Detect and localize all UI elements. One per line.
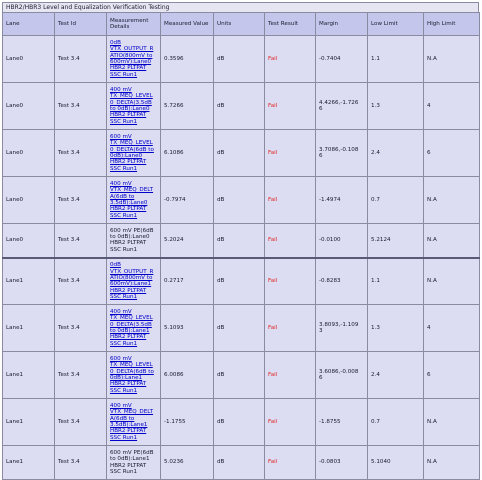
table-row [3, 446, 480, 480]
measurement-details-cell [107, 258, 161, 305]
units-cell: dB [214, 224, 265, 258]
low-limit-cell: 0.7 [368, 177, 424, 224]
details-line: VTX_OUTPUT_R [110, 268, 154, 275]
details-line: TX_MEQ_LEVEL [110, 315, 153, 322]
units-cell: dB [214, 130, 265, 177]
details-line: VTX_MEQ_DELT [110, 409, 154, 416]
measurement-details-cell [107, 305, 161, 352]
margin-line: 4.4266,-1.726 [319, 99, 359, 106]
high-limit-cell: 4 [424, 305, 480, 352]
low-limit-cell: 2.4 [368, 352, 424, 399]
details-line: A(6dB to [110, 193, 135, 200]
margin-line: -1.8755 [319, 418, 341, 425]
test-id-cell: Test 3.4 [55, 352, 107, 399]
details-line: 0_DELTA(6dB to [110, 368, 154, 375]
high-limit-cell: N.A [424, 258, 480, 305]
high-limit-cell: 6 [424, 352, 480, 399]
details-line: 600mV):Lane1 [110, 281, 152, 288]
units-cell: dB [214, 36, 265, 83]
details-line: SSC Run1 [110, 468, 138, 475]
units-cell: dB [214, 177, 265, 224]
high-limit-cell: N.A [424, 224, 480, 258]
margin-line: 3 [319, 328, 323, 334]
margin-cell [316, 446, 368, 480]
details-line: 600 mV [110, 134, 132, 141]
lane-cell: Lane1 [3, 399, 55, 446]
measurement-details-text [110, 450, 154, 475]
table-row [3, 224, 480, 258]
results-panel [2, 2, 479, 480]
details-line: to 0dB):Lane1 [110, 328, 150, 334]
details-line: HBR2 PLTPAT [110, 65, 147, 72]
high-limit-cell: N.A [424, 399, 480, 446]
details-line: 3.5dB):Lane0 [110, 200, 148, 206]
margin-line: 3.6086,-0.008 [319, 368, 359, 375]
units-cell: dB [214, 352, 265, 399]
low-limit-cell: 2.4 [368, 130, 424, 177]
measured-value-cell: 5.2024 [161, 224, 214, 258]
margin-cell [316, 352, 368, 399]
high-limit-cell: N.A [424, 446, 480, 480]
details-line: 0dB [110, 262, 121, 269]
table-row [3, 352, 480, 399]
table-row [3, 305, 480, 352]
margin-line: 6 [319, 375, 323, 381]
margin-line: -0.0803 [319, 459, 341, 466]
measurement-details-link[interactable] [110, 403, 153, 440]
details-line: TX_MEQ_LEVEL [110, 93, 153, 100]
measured-value-cell: 0.3596 [161, 36, 214, 83]
high-limit-cell: N.A [424, 36, 480, 83]
high-limit-cell: 6 [424, 130, 480, 177]
details-line: SSC Run1 [110, 246, 138, 253]
lane-cell: Lane1 [3, 258, 55, 305]
measurement-details-cell [107, 352, 161, 399]
low-limit-cell: 1.3 [368, 83, 424, 130]
test-result-cell: Fail [265, 258, 316, 305]
test-result-cell: Fail [265, 177, 316, 224]
measurement-details-cell [107, 130, 161, 177]
column-header-units[interactable]: Units [214, 13, 265, 36]
column-header-low-limit[interactable]: Low Limit [368, 13, 424, 36]
lane-cell: Lane0 [3, 130, 55, 177]
details-line: 400 mV [110, 309, 132, 316]
details-line: HBR2 PLTPAT [110, 462, 147, 469]
details-line: 0dB [110, 40, 121, 47]
details-line: A(6dB to [110, 415, 135, 422]
measurement-details-text [110, 228, 154, 253]
margin-line: -0.8283 [319, 278, 341, 285]
margin-cell [316, 305, 368, 352]
high-limit-cell: 4 [424, 83, 480, 130]
details-line: to 0dB):Lane0 [110, 106, 150, 112]
details-line: SSC Run1 [110, 340, 138, 347]
details-line: VTX_OUTPUT_R [110, 46, 154, 53]
column-header-margin[interactable]: Margin [316, 13, 368, 36]
details-line: 0_DELTA(6dB to [110, 146, 154, 153]
details-line: TX_MEQ_LEVEL [110, 140, 153, 147]
column-header-high-limit[interactable]: High Limit [424, 13, 480, 36]
test-result-cell: Fail [265, 446, 316, 480]
column-header-lane[interactable]: Lane [3, 13, 55, 36]
details-line: 400 mV [110, 181, 132, 188]
measurement-details-link[interactable] [110, 87, 153, 124]
details-line: 3.5dB):Lane1 [110, 422, 148, 428]
margin-line: 3.8093,-1.109 [319, 321, 359, 328]
measurement-details-link[interactable] [110, 40, 153, 77]
measurement-details-link[interactable] [110, 309, 153, 346]
column-header-measured-value[interactable]: Measured Value [161, 13, 214, 36]
low-limit-cell: 1.1 [368, 36, 424, 83]
details-line: to 0dB):Lane0 [110, 233, 150, 240]
details-line: TX_MEQ_LEVEL [110, 362, 153, 369]
details-line: 600 mV PE(6dB [110, 449, 154, 456]
low-limit-cell: 5.2124 [368, 224, 424, 258]
low-limit-cell: 5.1040 [368, 446, 424, 480]
test-id-cell: Test 3.4 [55, 83, 107, 130]
low-limit-cell: 0.7 [368, 399, 424, 446]
measured-value-cell: 6.0086 [161, 352, 214, 399]
margin-cell [316, 83, 368, 130]
details-line: HBR2 PLTPAT [110, 287, 147, 294]
measured-value-cell: 5.1093 [161, 305, 214, 352]
units-cell: dB [214, 305, 265, 352]
column-header-test-id[interactable]: Test Id [55, 13, 107, 36]
details-line: 400 mV [110, 403, 132, 410]
measured-value-cell: 5.7266 [161, 83, 214, 130]
low-limit-cell: 1.1 [368, 258, 424, 305]
lane-cell: Lane1 [3, 305, 55, 352]
details-line: SSC Run1 [110, 387, 138, 394]
test-id-cell: Test 3.4 [55, 130, 107, 177]
test-result-cell: Fail [265, 36, 316, 83]
table-row [3, 130, 480, 177]
test-id-cell: Test 3.4 [55, 224, 107, 258]
lane-cell: Lane0 [3, 36, 55, 83]
margin-cell [316, 399, 368, 446]
details-line: 600 mV [110, 356, 132, 363]
details-line: 0dB):Lane1 [110, 375, 143, 381]
margin-line: -1.4974 [319, 196, 341, 203]
details-line: 600 mV PE(6dB [110, 227, 154, 234]
column-header-test-result[interactable]: Test Result [265, 13, 316, 36]
test-id-cell: Test 3.4 [55, 305, 107, 352]
measured-value-cell: -1.1755 [161, 399, 214, 446]
units-cell: dB [214, 399, 265, 446]
measured-value-cell: 5.0236 [161, 446, 214, 480]
test-id-cell: Test 3.4 [55, 399, 107, 446]
details-line: SSC Run1 [110, 212, 138, 219]
details-line: 600mV):Lane0 [110, 59, 152, 65]
measured-value-cell: 6.1086 [161, 130, 214, 177]
details-line: SSC Run1 [110, 118, 138, 125]
measurement-details-cell [107, 83, 161, 130]
units-cell: dB [214, 446, 265, 480]
units-cell: dB [214, 258, 265, 305]
lane-cell: Lane0 [3, 177, 55, 224]
measured-value-cell: -0.7974 [161, 177, 214, 224]
measurement-details-link[interactable] [110, 262, 153, 299]
details-line: HBR2 PLTPAT [110, 206, 147, 213]
table-row [3, 177, 480, 224]
margin-line: 6 [319, 106, 323, 112]
lane-cell: Lane0 [3, 83, 55, 130]
details-line: HBR2 PLTPAT [110, 428, 147, 435]
details-line: HBR2 PLTPAT [110, 240, 147, 247]
units-cell: dB [214, 83, 265, 130]
details-line: HBR2 PLTPAT [110, 334, 147, 341]
margin-cell [316, 224, 368, 258]
table-title: HBR2/HBR3 Level and Equalization Verification Testing [2, 2, 479, 12]
margin-line: 3.7086,-0.108 [319, 146, 359, 153]
column-header-measurement-details[interactable]: Measurement Details [107, 13, 161, 36]
margin-cell [316, 36, 368, 83]
details-line: HBR2 PLTPAT [110, 112, 147, 119]
low-limit-cell: 1.3 [368, 305, 424, 352]
margin-cell [316, 130, 368, 177]
lane-cell: Lane1 [3, 352, 55, 399]
measurement-details-link[interactable] [110, 134, 154, 171]
measurement-details-link[interactable] [110, 181, 153, 218]
lane-cell: Lane0 [3, 224, 55, 258]
measured-value-cell: 0.2717 [161, 258, 214, 305]
header-row [3, 13, 480, 36]
details-line: SSC Run1 [110, 71, 138, 78]
measurement-details-cell [107, 224, 161, 258]
margin-line: -0.7404 [319, 55, 341, 62]
test-result-cell: Fail [265, 399, 316, 446]
test-id-cell: Test 3.4 [55, 177, 107, 224]
measurement-details-cell [107, 446, 161, 480]
details-line: 0_DELTA(3.5dB [110, 321, 152, 328]
measurement-details-link[interactable] [110, 356, 154, 393]
details-line: 400 mV [110, 87, 132, 94]
details-line: HBR2 PLTPAT [110, 159, 147, 166]
details-line: HBR2 PLTPAT [110, 381, 147, 388]
measurement-details-cell [107, 177, 161, 224]
details-line: ATIO(800mV to [110, 52, 153, 59]
margin-line: -0.0100 [319, 237, 341, 244]
high-limit-cell: N.A [424, 177, 480, 224]
measurement-details-cell [107, 36, 161, 83]
measurement-details-cell [107, 399, 161, 446]
table-row [3, 83, 480, 130]
margin-cell [316, 258, 368, 305]
test-result-cell: Fail [265, 224, 316, 258]
table-row [3, 36, 480, 83]
test-result-cell: Fail [265, 305, 316, 352]
margin-cell [316, 177, 368, 224]
test-id-cell: Test 3.4 [55, 258, 107, 305]
lane-cell: Lane1 [3, 446, 55, 480]
details-line: SSC Run1 [110, 434, 138, 441]
test-result-cell: Fail [265, 352, 316, 399]
test-result-cell: Fail [265, 130, 316, 177]
results-table [2, 12, 480, 480]
details-line: SSC Run1 [110, 165, 138, 172]
details-line: VTX_MEQ_DELT [110, 187, 154, 194]
details-line: SSC Run1 [110, 293, 138, 300]
margin-line: 6 [319, 153, 323, 159]
table-row [3, 258, 480, 305]
details-line: 0dB):Lane0 [110, 153, 143, 159]
table-row [3, 399, 480, 446]
test-id-cell: Test 3.4 [55, 36, 107, 83]
test-result-cell: Fail [265, 83, 316, 130]
details-line: ATIO(800mV to [110, 274, 153, 281]
details-line: to 0dB):Lane1 [110, 456, 150, 463]
details-line: 0_DELTA(3.5dB [110, 99, 152, 106]
test-id-cell: Test 3.4 [55, 446, 107, 480]
